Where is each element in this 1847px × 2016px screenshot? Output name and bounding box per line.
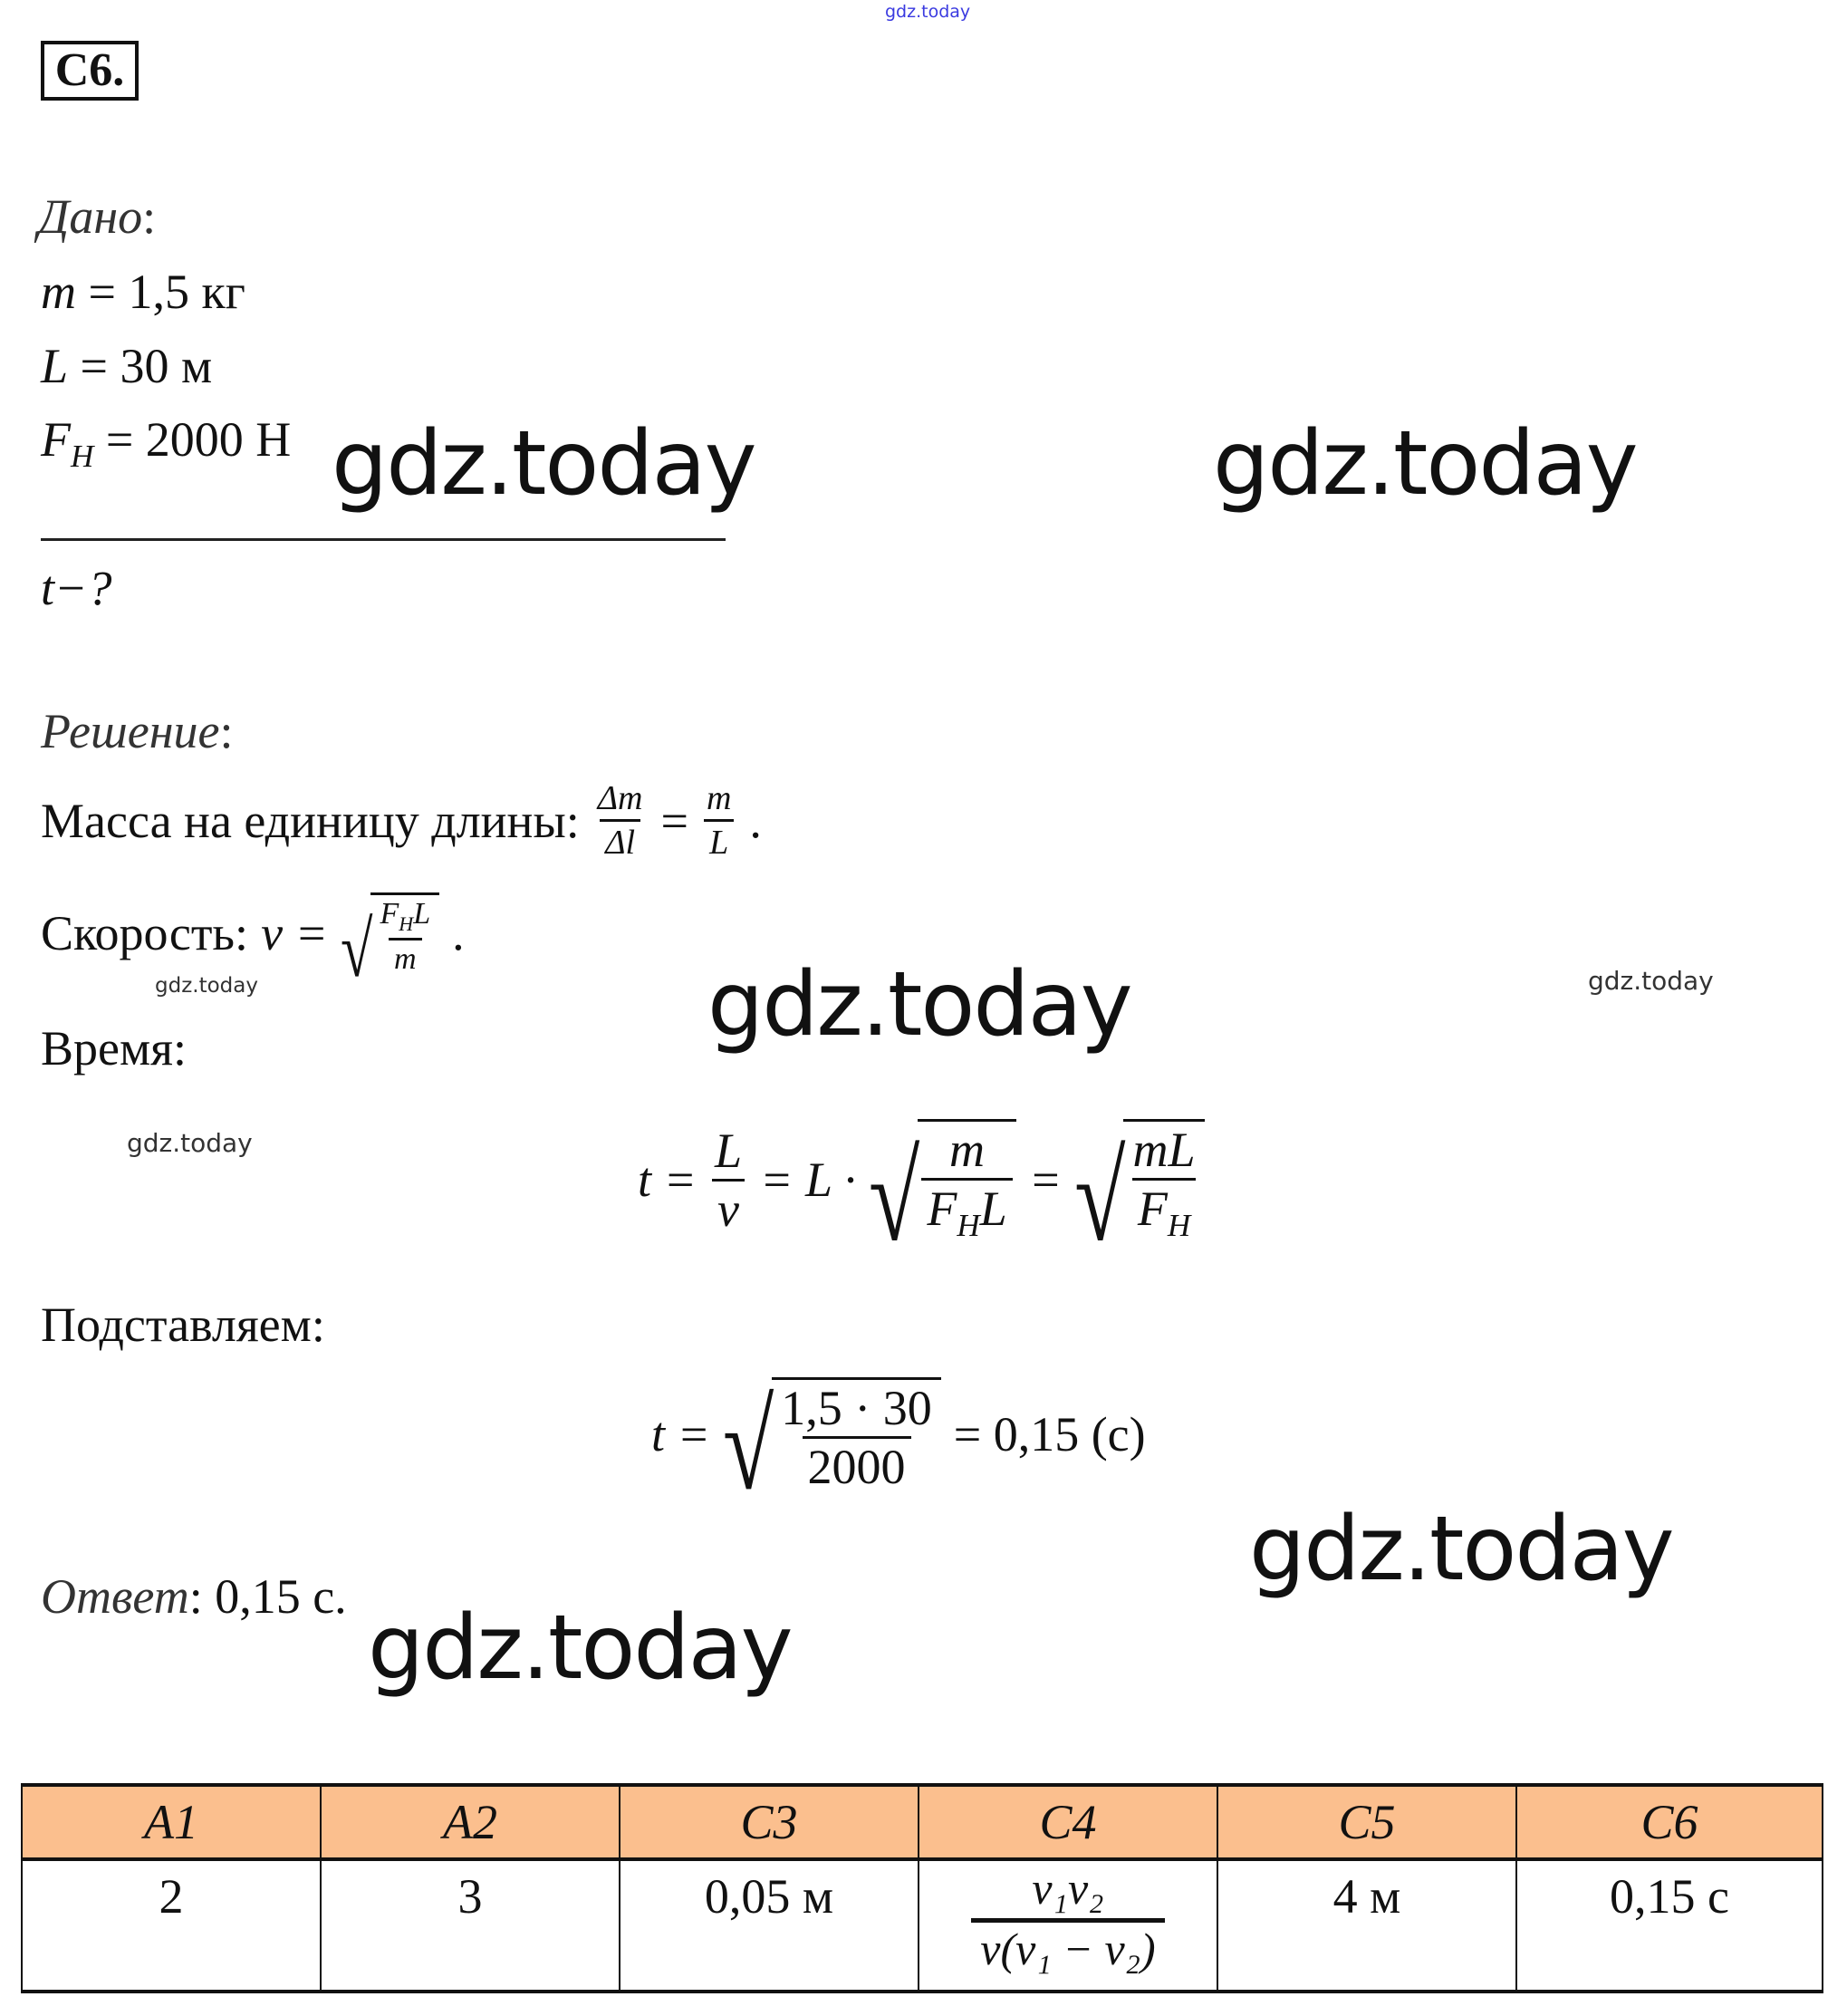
fraction bbox=[775, 1381, 937, 1494]
given-value: = 1,5 кг bbox=[88, 265, 245, 319]
equals: = bbox=[1028, 1153, 1063, 1208]
subscript: H bbox=[399, 912, 414, 935]
watermark: gdz.today bbox=[368, 1596, 792, 1700]
watermark: gdz.today bbox=[707, 953, 1131, 1056]
table-cell: 0,05 м bbox=[620, 1859, 919, 1992]
given-F bbox=[41, 412, 292, 474]
numerator: v₁v₂ bbox=[1032, 1863, 1104, 1914]
equals: = L · bbox=[760, 1153, 856, 1208]
table-header-cell: C4 bbox=[919, 1785, 1217, 1859]
fraction bbox=[374, 899, 436, 975]
given-heading-text: Дано bbox=[38, 189, 143, 244]
watermark: gdz.today bbox=[1213, 412, 1637, 516]
mass-per-length-label: Масса на единицу длины: bbox=[41, 793, 580, 848]
denominator: m bbox=[389, 938, 422, 975]
result: = 0,15 (с) bbox=[953, 1407, 1146, 1461]
subscript: H bbox=[1167, 1207, 1191, 1243]
numerator: Δm bbox=[597, 779, 643, 817]
fraction bbox=[921, 1125, 1012, 1241]
answer-line bbox=[41, 1569, 347, 1624]
answer-heading: Ответ bbox=[41, 1569, 189, 1624]
speed-lhs: v = bbox=[261, 906, 328, 961]
denominator: F bbox=[1137, 1182, 1168, 1236]
denominator: v bbox=[712, 1179, 745, 1234]
sqrt: √ $\frac{1,5 \cdot 30}{2000}$ bbox=[723, 1377, 941, 1491]
fraction bbox=[709, 1123, 747, 1237]
numerator: L bbox=[714, 1123, 742, 1178]
fraction bbox=[971, 1862, 1164, 1975]
fraction bbox=[1127, 1125, 1200, 1241]
given-m bbox=[41, 265, 245, 319]
watermark: gdz.today bbox=[332, 412, 755, 516]
given-value: = 2000 Н bbox=[105, 412, 292, 467]
time-label: Время: bbox=[41, 1021, 187, 1076]
given-heading: Дано: bbox=[38, 189, 157, 244]
problem-label: С6. bbox=[41, 41, 139, 101]
table-cell: 4 м bbox=[1217, 1859, 1516, 1992]
numerator: 1,5 · 30 bbox=[781, 1381, 932, 1435]
table-header-cell: A2 bbox=[321, 1785, 620, 1859]
table-header-cell: C3 bbox=[620, 1785, 919, 1859]
given-sub: H bbox=[71, 438, 94, 474]
numerator: F bbox=[380, 897, 399, 931]
solution-heading: Решение: bbox=[41, 704, 234, 758]
denominator-tail: L bbox=[979, 1182, 1007, 1236]
watermark: gdz.today bbox=[127, 1128, 253, 1158]
given-sym: F bbox=[41, 412, 71, 467]
table-header-row bbox=[22, 1785, 1823, 1859]
denominator: v(v₁ − v₂) bbox=[971, 1918, 1164, 1975]
table-header-cell: C6 bbox=[1516, 1785, 1823, 1859]
numerator: m bbox=[706, 779, 732, 817]
table-header-cell: C5 bbox=[1217, 1785, 1516, 1859]
fraction bbox=[592, 781, 649, 860]
sqrt: √ $\frac{mL}{F_H}$ bbox=[1074, 1119, 1204, 1241]
given-sym: m bbox=[41, 265, 76, 319]
denominator: L bbox=[704, 819, 734, 860]
speed-line: Скорость: v = √ $\frac{F_HL}{m}$ . bbox=[41, 892, 465, 975]
speed-label: Скорость: bbox=[41, 906, 249, 961]
numerator: mL bbox=[1132, 1123, 1196, 1177]
table-cell-c4 bbox=[919, 1859, 1217, 1992]
table-cell: 2 bbox=[22, 1859, 321, 1992]
numerator: m bbox=[949, 1123, 985, 1177]
denominator: 2000 bbox=[803, 1436, 911, 1491]
subscript: H bbox=[957, 1207, 980, 1243]
given-L bbox=[41, 339, 213, 393]
answers-table bbox=[21, 1783, 1823, 1993]
given-sym: L bbox=[41, 339, 69, 393]
numerator-tail: L bbox=[413, 897, 431, 931]
watermark-top: gdz.today bbox=[885, 2, 971, 22]
given-value: = 30 м bbox=[80, 339, 213, 393]
denominator: Δl bbox=[600, 819, 640, 860]
answer-value: : 0,15 с. bbox=[188, 1569, 347, 1624]
sqrt: √ $\frac{m}{F_HL}$ bbox=[869, 1119, 1016, 1241]
table-header-cell: A1 bbox=[22, 1785, 321, 1859]
lhs: t = bbox=[638, 1153, 697, 1208]
mass-per-length-line: Масса на единицу длины: $\frac{\Delta m}{\Delta l}$ = $\frac{m}{L}$ . bbox=[41, 779, 762, 862]
substitute-formula bbox=[651, 1377, 1146, 1517]
table-cell: 0,15 с bbox=[1516, 1859, 1823, 1992]
lhs: t = bbox=[651, 1407, 710, 1461]
watermark: gdz.today bbox=[1588, 966, 1714, 996]
given-divider bbox=[41, 538, 726, 541]
table-cell: 3 bbox=[321, 1859, 620, 1992]
denominator: F bbox=[927, 1182, 957, 1236]
fraction bbox=[701, 781, 736, 860]
watermark: gdz.today bbox=[1249, 1498, 1673, 1601]
sqrt: √ $\frac{F_HL}{m}$ bbox=[341, 892, 439, 975]
find-line: t−? bbox=[41, 561, 112, 615]
time-formula bbox=[638, 1119, 1205, 1268]
solution-heading-text: Решение bbox=[41, 704, 220, 758]
substitute-label: Подставляем: bbox=[41, 1297, 325, 1352]
table-row bbox=[22, 1859, 1823, 1992]
watermark: gdz.today bbox=[155, 974, 258, 998]
